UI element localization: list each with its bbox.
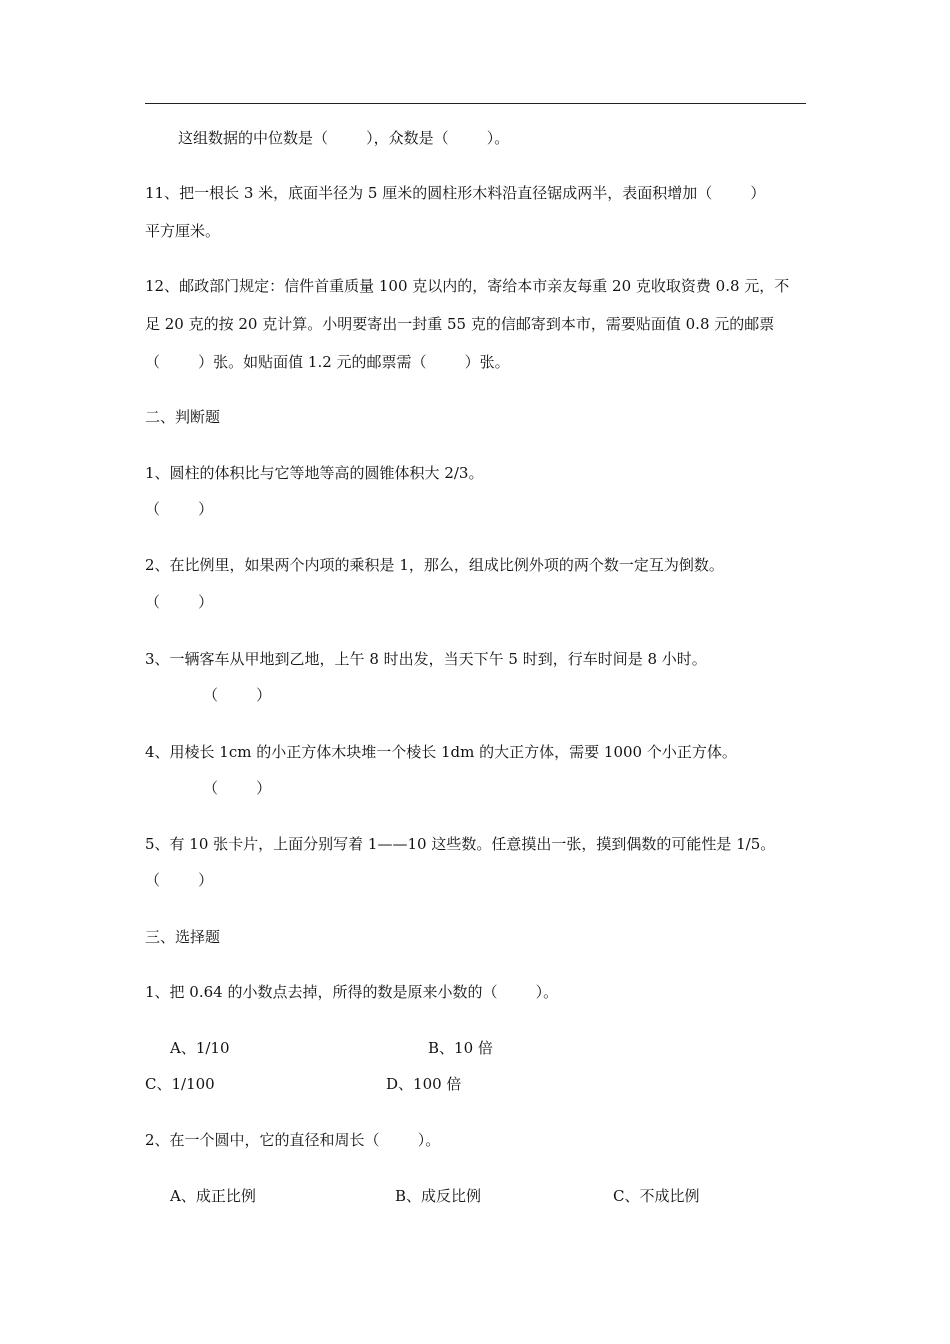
choice-q1-option-a: A、1/10 — [170, 1039, 230, 1057]
choice-q2-option-c: C、不成比例 — [613, 1187, 700, 1205]
q12-line1: 12、邮政部门规定：信件首重质量 100 克以内的，寄给本市亲友每重 20 克收取资费 0.8 元，不 — [145, 277, 790, 295]
choice-q1-option-b: B、10 倍 — [428, 1039, 493, 1057]
section2-title: 二、判断题 — [145, 408, 221, 426]
judge-item-3-blank: （ ） — [203, 686, 272, 704]
judge-item-5-blank: （ ） — [145, 871, 214, 889]
choice-q2: 2、在一个圆中，它的直径和周长（ ）。 — [145, 1131, 441, 1149]
q11-line1: 11、把一根长 3 米，底面半径为 5 厘米的圆柱形木料沿直径锯成两半，表面积增加（ ） — [145, 184, 766, 202]
judge-item-3: 3、一辆客车从甲地到乙地，上午 8 时出发，当天下午 5 时到，行车时间是 8 小时。 — [145, 650, 707, 668]
choice-q2-option-b: B、成反比例 — [395, 1187, 482, 1205]
choice-q1: 1、把 0.64 的小数点去掉，所得的数是原来小数的（ ）。 — [145, 983, 559, 1001]
judge-item-1: 1、圆柱的体积比与它等地等高的圆锥体积大 2/3。 — [145, 464, 484, 482]
choice-q1-option-c: C、1/100 — [145, 1075, 215, 1093]
choice-q1-option-d: D、100 倍 — [386, 1075, 462, 1093]
judge-item-5: 5、有 10 张卡片，上面分别写着 1——10 这些数。任意摸出一张，摸到偶数的可能性是 1/5。 — [145, 835, 776, 853]
header-rule — [145, 103, 806, 104]
section3-title: 三、选择题 — [145, 928, 221, 946]
judge-item-2: 2、在比例里，如果两个内项的乘积是 1，那么，组成比例外项的两个数一定互为倒数。 — [145, 556, 724, 574]
judge-item-2-blank: （ ） — [145, 593, 214, 611]
q11-line2: 平方厘米。 — [145, 222, 221, 240]
q12-line2: 足 20 克的按 20 克计算。小明要寄出一封重 55 克的信邮寄到本市，需要贴面值 0.8 元的邮票 — [145, 315, 775, 333]
q12-line3: （ ）张。如贴面值 1.2 元的邮票需（ ）张。 — [145, 353, 510, 371]
judge-item-4-blank: （ ） — [203, 779, 272, 797]
judge-item-4: 4、用棱长 1cm 的小正方体木块堆一个棱长 1dm 的大正方体，需要 1000 个小正方体。 — [145, 743, 737, 761]
judge-item-1-blank: （ ） — [145, 500, 214, 518]
choice-q2-option-a: A、成正比例 — [170, 1187, 256, 1205]
median-mode-question: 这组数据的中位数是（ ），众数是（ ）。 — [178, 129, 510, 147]
